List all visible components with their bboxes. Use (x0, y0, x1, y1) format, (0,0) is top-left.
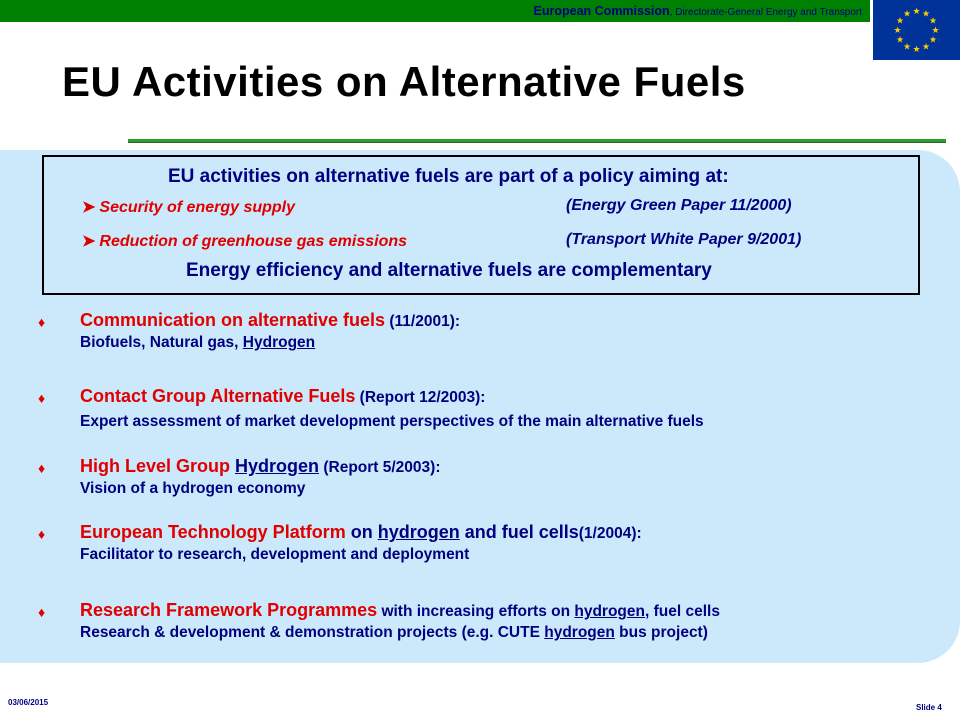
item-detail: Vision of a hydrogen economy (80, 480, 306, 497)
flag-star-icon: ★ (895, 15, 905, 26)
diamond-bullet-icon: ♦ (38, 314, 46, 330)
policy-aim-label: Security of energy supply (99, 199, 296, 216)
item-heading-text: , fuel cells (644, 603, 720, 620)
item-heading (80, 386, 485, 407)
item-detail (80, 334, 315, 352)
flag-star-icon: ★ (893, 25, 902, 35)
flag-star-icon: ★ (895, 34, 905, 45)
policy-aim-1 (82, 197, 792, 217)
item-heading-text: alternative fuels (248, 310, 386, 330)
item-heading-text: Research Framework Programmes (80, 600, 378, 620)
slide-number: Slide 4 (916, 703, 942, 712)
hydrogen-link[interactable]: Hydrogen (242, 334, 316, 351)
flag-star-icon: ★ (921, 8, 931, 19)
title-divider (128, 139, 946, 143)
flag-star-icon: ★ (928, 15, 938, 26)
policy-box (42, 155, 920, 295)
item-detail-text: Biofuels, Natural gas, (80, 334, 243, 351)
header-org-strong: European Commission (533, 4, 670, 18)
flag-star-icon: ★ (902, 41, 912, 52)
header-org-rest: , Directorate-General Energy and Transport (669, 7, 862, 18)
flag-star-icon: ★ (931, 25, 940, 35)
item-heading-text: European Technology Platform (80, 522, 346, 542)
hydrogen-link[interactable]: hydrogen (377, 522, 460, 542)
policy-aim-label: Reduction of greenhouse gas emissions (99, 233, 408, 250)
item-heading-text: Contact Group Alternative Fuels (80, 386, 356, 406)
item-detail: Facilitator to research, development and deployment (80, 546, 470, 563)
policy-aim-ref: (Transport White Paper 9/2001) (566, 231, 802, 248)
flag-star-icon: ★ (921, 41, 931, 52)
item-detail-text: Research & development & demonstration projects (e.g. CUTE (80, 624, 545, 641)
diamond-bullet-icon: ♦ (38, 604, 46, 620)
flag-star-icon: ★ (902, 8, 912, 19)
item-detail-text: bus project) (614, 624, 708, 641)
item-detail (80, 624, 708, 642)
policy-intro: EU activities on alternative fuels are part of a policy aiming at: (168, 166, 729, 187)
item-heading-text: High Level Group (80, 456, 236, 476)
flag-star-icon: ★ (912, 6, 921, 16)
arrow-bullet-icon: ➤ (82, 233, 96, 250)
item-heading (80, 600, 720, 621)
item-heading-text: (1/2004): (578, 525, 642, 542)
arrow-bullet-icon: ➤ (82, 199, 96, 216)
policy-aim-2 (82, 231, 802, 251)
page-title: EU Activities on Alternative Fuels (62, 58, 746, 105)
footer-date: 03/06/2015 (8, 698, 49, 707)
policy-conclusion: Energy efficiency and alternative fuels are complementary (186, 260, 712, 281)
flag-star-icon: ★ (928, 34, 938, 45)
item-detail: Expert assessment of market development perspectives of the main alternative fuels (80, 413, 704, 430)
item-heading-text: and fuel cells (459, 522, 579, 542)
header-org-text (0, 4, 862, 18)
item-heading-text: (Report 12/2003): (355, 389, 486, 406)
diamond-bullet-icon: ♦ (38, 390, 46, 406)
diamond-bullet-icon: ♦ (38, 526, 46, 542)
eu-flag-icon (873, 0, 960, 60)
diamond-bullet-icon: ♦ (38, 460, 46, 476)
hydrogen-link[interactable]: hydrogen (544, 624, 615, 641)
item-heading (80, 522, 642, 543)
hydrogen-link[interactable]: Hydrogen (235, 456, 320, 476)
item-heading-text: Communication on (80, 310, 248, 330)
item-heading-text: on (345, 522, 378, 542)
policy-aim-ref: (Energy Green Paper 11/2000) (566, 197, 792, 214)
item-heading-text: with increasing efforts on (377, 603, 575, 620)
hydrogen-link[interactable]: hydrogen (574, 603, 645, 620)
item-heading-text: (11/2001): (385, 313, 461, 330)
item-heading (80, 456, 440, 477)
flag-star-icon: ★ (912, 44, 921, 54)
item-heading-text: (Report 5/2003): (319, 459, 441, 476)
item-heading (80, 310, 460, 331)
eu-flag-stars (873, 0, 960, 60)
